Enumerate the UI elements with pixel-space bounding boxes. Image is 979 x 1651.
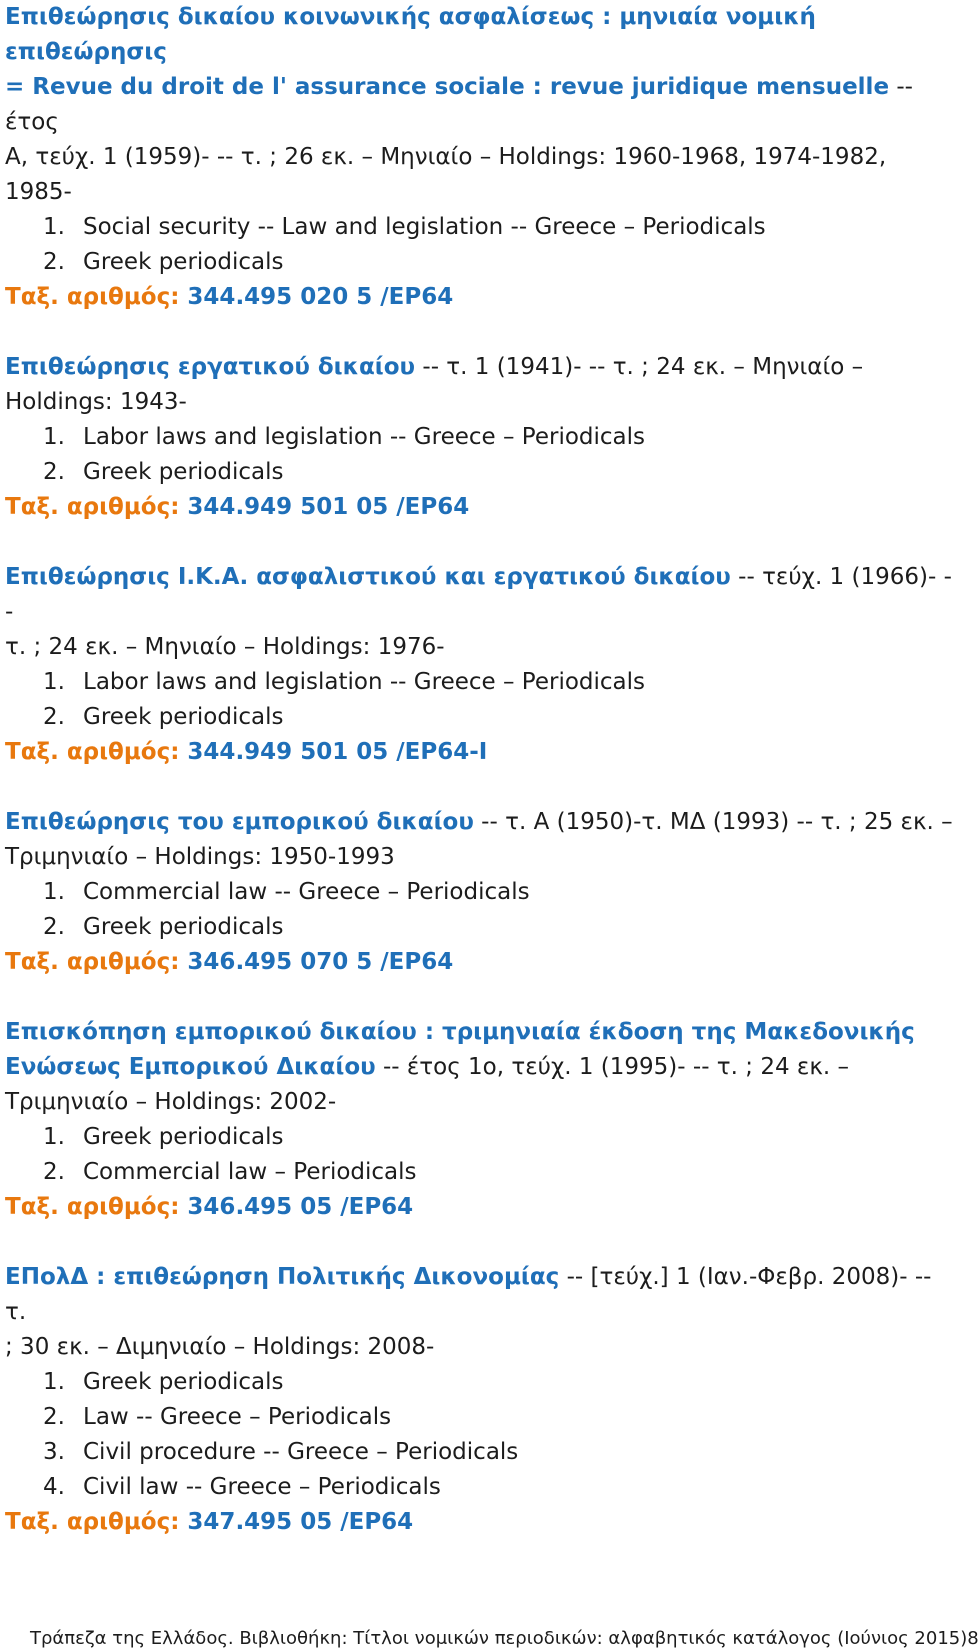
subject-item — [43, 1120, 955, 1155]
subject-list — [5, 420, 955, 490]
subject-text: Law -- Greece – Periodicals — [83, 1404, 392, 1430]
subject-text: Civil law -- Greece – Periodicals — [83, 1474, 441, 1500]
entry-description-line: Τριμηνιαίο – Holdings: 2002- — [5, 1089, 337, 1115]
subject-text: Greek periodicals — [83, 459, 284, 485]
call-number — [5, 1505, 955, 1540]
entry-title: Επισκόπηση εμπορικού δικαίου : τριμηνιαία έκδοση της Μακεδονικής — [5, 1019, 915, 1045]
subject-text: Commercial law – Periodicals — [83, 1159, 417, 1185]
subject-item — [43, 700, 955, 735]
entry-description: -- έτος 1ο, τεύχ. 1 (1995)- -- τ. ; 24 εκ. – — [375, 1054, 850, 1080]
subject-text: Greek periodicals — [83, 1124, 284, 1150]
subject-text: Civil procedure -- Greece – Periodicals — [83, 1439, 519, 1465]
subject-list — [5, 1120, 955, 1190]
call-number-value: 346.495 05 /ΕΡ64 — [179, 1194, 414, 1220]
call-number-label: Ταξ. αριθμός: — [5, 949, 180, 975]
call-number — [5, 280, 955, 315]
call-number-label: Ταξ. αριθμός: — [5, 1509, 180, 1535]
call-number-value: 344.949 501 05 /ΕΡ64-Ι — [179, 739, 488, 765]
call-number — [5, 1190, 955, 1225]
entry-title-line — [5, 560, 955, 630]
call-number-value: 346.495 070 5 /ΕΡ64 — [179, 949, 454, 975]
subject-list — [5, 875, 955, 945]
entry-title-line — [5, 350, 955, 385]
call-number-value: 344.495 020 5 /ΕΡ64 — [179, 284, 454, 310]
subject-number: 1. — [43, 879, 65, 905]
entry-title-line — [5, 0, 955, 70]
subject-item — [43, 1365, 955, 1400]
entry-description: -- τ. Α (1950)-τ. ΜΔ (1993) -- τ. ; 25 εκ. – — [473, 809, 953, 835]
entry-description: -- έτος — [5, 74, 913, 135]
entry-title-line — [5, 1260, 955, 1330]
subject-text: Greek periodicals — [83, 249, 284, 275]
entry-title: ΕΠολΔ : επιθεώρηση Πολιτικής Δικονομίας — [5, 1264, 560, 1290]
subject-item — [43, 910, 955, 945]
subject-number: 2. — [43, 914, 65, 940]
subject-item — [43, 1470, 955, 1505]
entry-description: -- [τεύχ.] 1 (Ιαν.-Φεβρ. 2008)- -- τ. — [5, 1264, 932, 1325]
call-number-label: Ταξ. αριθμός: — [5, 739, 180, 765]
subject-number: 2. — [43, 249, 65, 275]
subject-item — [43, 1155, 955, 1190]
subject-text: Greek periodicals — [83, 704, 284, 730]
entry-title: Ενώσεως Εμπορικού Δικαίου — [5, 1054, 376, 1080]
entry-description-line: Τριμηνιαίο – Holdings: 1950-1993 — [5, 844, 395, 870]
subject-item — [43, 1400, 955, 1435]
subject-list — [5, 1365, 955, 1505]
subject-number: 2. — [43, 1159, 65, 1185]
subject-item — [43, 875, 955, 910]
subject-text: Labor laws and legislation -- Greece – Periodicals — [83, 424, 646, 450]
subject-item — [43, 210, 955, 245]
subject-text: Commercial law -- Greece – Periodicals — [83, 879, 530, 905]
footer-text: Τράπεζα της Ελλάδος. Βιβλιοθήκη: Τίτλοι νομικών περιοδικών: αλφαβητικός κατάλογος (Ιούνιος 2015) — [30, 1628, 968, 1649]
subject-number: 1. — [43, 1124, 65, 1150]
entry-title: Επιθεώρησις δικαίου κοινωνικής ασφαλίσεως : μηνιαία νομική επιθεώρησις — [5, 4, 816, 65]
subject-list — [5, 210, 955, 280]
subject-number: 1. — [43, 1369, 65, 1395]
entry-title-line — [5, 70, 955, 140]
subject-number: 1. — [43, 424, 65, 450]
subject-text: Labor laws and legislation -- Greece – Periodicals — [83, 669, 646, 695]
call-number-label: Ταξ. αριθμός: — [5, 284, 180, 310]
entry-title: Επιθεώρησις Ι.Κ.Α. ασφαλιστικού και εργατικού δικαίου — [5, 564, 731, 590]
subject-item — [43, 455, 955, 490]
catalog-entry — [5, 350, 955, 525]
subject-number: 2. — [43, 1404, 65, 1430]
entry-title: = Revue du droit de l' assurance sociale : revue juridique mensuelle — [5, 74, 890, 100]
catalog-entry — [5, 805, 955, 980]
call-number — [5, 735, 955, 770]
subject-item — [43, 420, 955, 455]
entry-title: Επιθεώρησις εργατικού δικαίου — [5, 354, 416, 380]
subject-text: Greek periodicals — [83, 1369, 284, 1395]
page-footer — [30, 1627, 979, 1651]
entry-description-line: Holdings: 1943- — [5, 389, 187, 415]
call-number — [5, 945, 955, 980]
entry-description-line: τ. ; 24 εκ. – Μηνιαίο – Holdings: 1976- — [5, 634, 445, 660]
subject-number: 3. — [43, 1439, 65, 1465]
entry-description: -- τεύχ. 1 (1966)- -- — [5, 564, 952, 625]
page-number: 8 — [967, 1628, 979, 1649]
entry-description-line: ; 30 εκ. – Διμηνιαίο – Holdings: 2008- — [5, 1334, 435, 1360]
subject-number: 2. — [43, 459, 65, 485]
subject-text: Greek periodicals — [83, 914, 284, 940]
catalog-entry — [5, 1260, 955, 1540]
subject-text: Social security -- Law and legislation -- Greece – Periodicals — [83, 214, 766, 240]
subject-number: 4. — [43, 1474, 65, 1500]
entry-title-line — [5, 805, 955, 840]
call-number-value: 347.495 05 /ΕΡ64 — [179, 1509, 414, 1535]
entry-title-line — [5, 1050, 955, 1085]
call-number-label: Ταξ. αριθμός: — [5, 494, 180, 520]
entry-title-line — [5, 1015, 955, 1050]
entry-title: Επιθεώρησις του εμπορικού δικαίου — [5, 809, 474, 835]
catalog-entry — [5, 1015, 955, 1225]
subject-item — [43, 245, 955, 280]
subject-number: 1. — [43, 214, 65, 240]
catalog-page — [5, 0, 955, 1575]
call-number-label: Ταξ. αριθμός: — [5, 1194, 180, 1220]
entry-description-line: Α, τεύχ. 1 (1959)- -- τ. ; 26 εκ. – Μηνιαίο – Holdings: 1960-1968, 1974-1982, 1985- — [5, 144, 887, 205]
entry-description: -- τ. 1 (1941)- -- τ. ; 24 εκ. – Μηνιαίο – — [415, 354, 864, 380]
subject-item — [43, 1435, 955, 1470]
subject-number: 2. — [43, 704, 65, 730]
subject-item — [43, 665, 955, 700]
subject-number: 1. — [43, 669, 65, 695]
catalog-entry — [5, 560, 955, 770]
call-number — [5, 490, 955, 525]
subject-list — [5, 665, 955, 735]
call-number-value: 344.949 501 05 /ΕΡ64 — [179, 494, 470, 520]
catalog-entry — [5, 0, 955, 315]
